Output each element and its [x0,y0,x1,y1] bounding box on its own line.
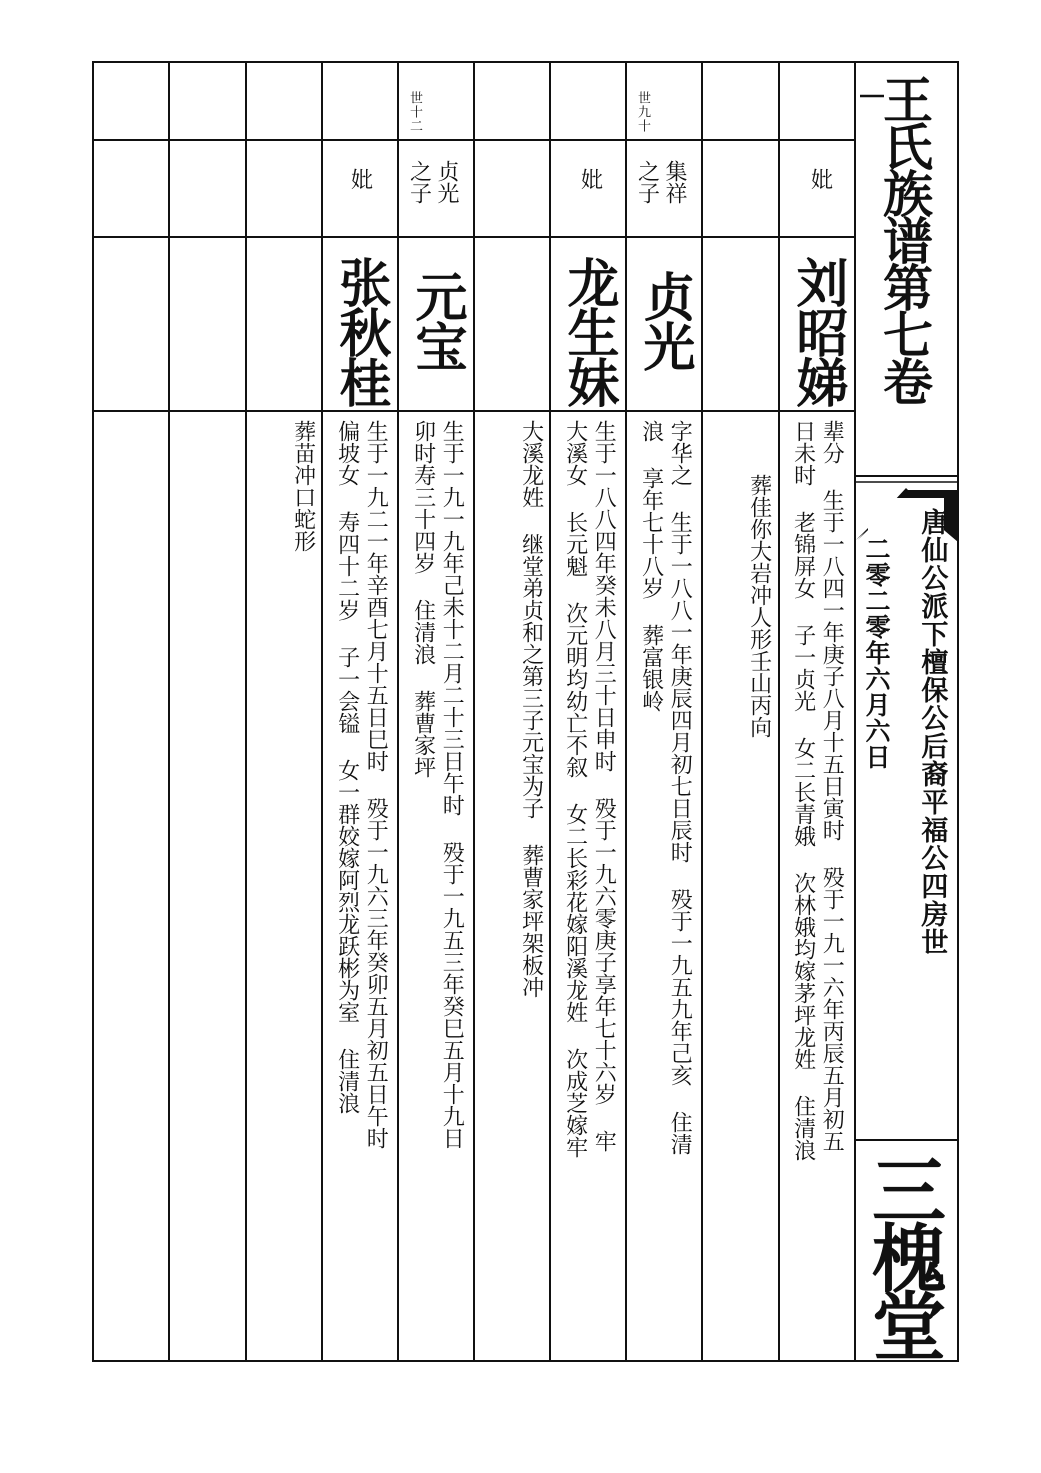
biography-text: 大溪龙姓 继堂弟贞和之第三子元宝为子 葬曹家坪架板冲 [518,420,544,998]
relation-label: 妣 [347,168,373,190]
person-name: 贞光 [634,270,694,370]
generation-label-20: 世十二 [407,91,422,133]
person-name: 龙生妹 [558,256,618,406]
book-title: 王氏族谱第七卷 [875,74,933,403]
compile-date: 二零二零年六月六日 [862,536,891,770]
biography-text: 生于一九一九年己未十二月二十三日午时 殁于一九五三年癸巳五月十九日 卯时寿三十四岁 住清浪 葬曹家坪 [410,420,465,1149]
relation-label: 集祥 之子 [634,160,687,204]
biography-text: 葬佳你大岩冲人形壬山丙向 [746,474,772,738]
biography-text: 生于一八八四年癸未八月三十日申时 殁于一九六零庚子享年七十六岁 牢 大溪女 长元魁 次元明均幼亡不叙 女二长彩花嫁阳溪龙姓 次成芝嫁牢 [562,420,617,1158]
relation-label: 妣 [807,168,833,190]
relation-label: 妣 [577,168,603,190]
person-name: 元宝 [406,270,466,370]
relation-label: 贞光 之子 [406,160,459,204]
person-name: 张秋桂 [330,256,390,406]
hall-name: 三槐堂 [860,1152,946,1356]
biography-text: 字华之 生于一八八一年庚辰四月初七日辰时 殁于一九五九年己亥 住清 浪 享年七十八岁 葬富银岭 [638,420,693,1155]
biography-text: 生于一九二一年辛酉七月十五日巳时 殁于一九六三年癸卯五月初五日午时 偏坡女 寿四十二岁 子一会镒 女一群姣嫁阿烈龙跃彬为室 住清浪 [334,420,389,1149]
biography-text: 辈分 生于一八四一年庚子八月十五日寅时 殁于一九一六年丙辰五月初五 日未时 老锦屏女 子一贞光 女二长青娥 次林娥均嫁茅坪龙姓 住清浪 [790,420,845,1161]
biography-text: 葬苗冲口蛇形 [290,420,316,552]
person-name: 刘昭娣 [787,256,847,406]
branch-subtitle: 唐仙公派下檀保公后裔平福公四房世 [916,508,948,956]
generation-label-19: 世九十 [635,91,650,133]
